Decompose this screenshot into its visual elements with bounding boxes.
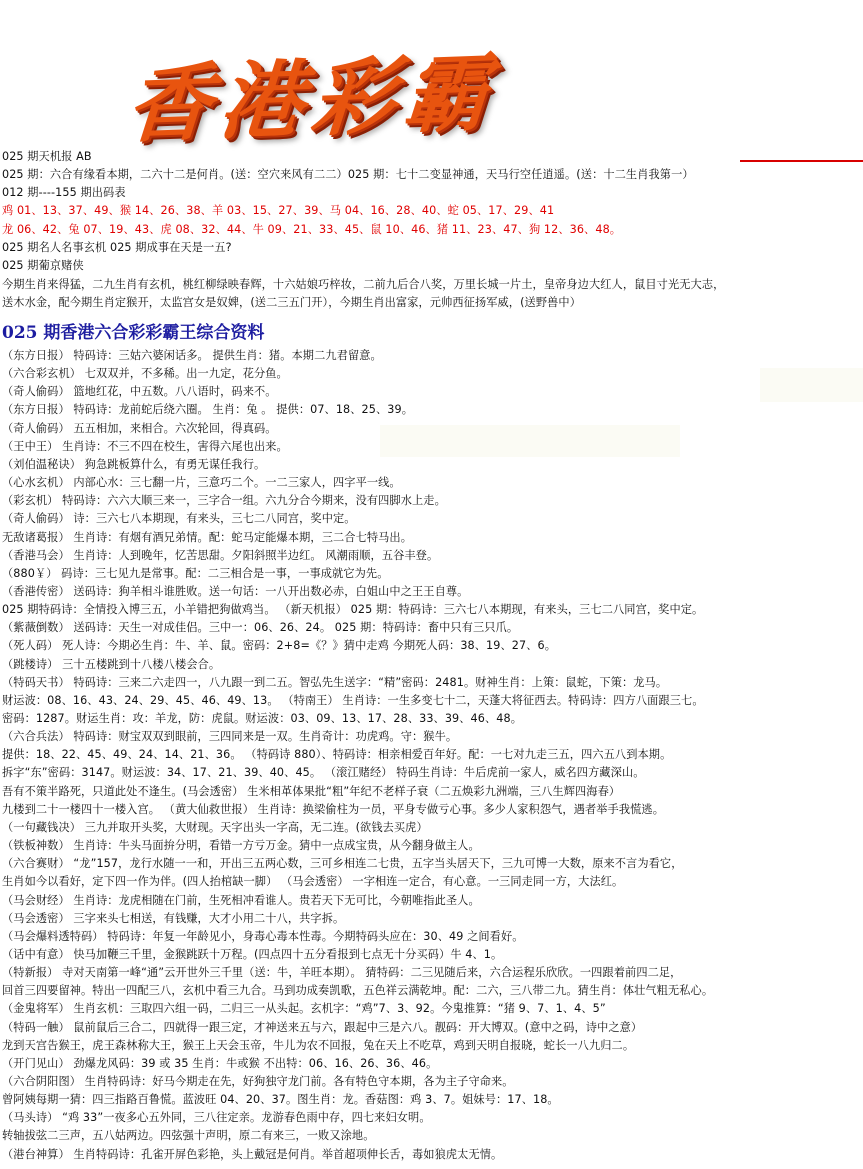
body-line: （开门见山） 劲爆龙风码：39 或 35 生肖：牛或猴 不出特：06、16、26、36、46。	[2, 1057, 438, 1070]
body-line: （特码一触） 鼠前鼠后三合二，四就得一跟三定，才神送来五与六，跟起中三是六八。靓码：开大博双。(意中之码，诗中之意）	[2, 1021, 643, 1034]
body-line: 回首三四要留神。特出一四配三八，玄机中看三九合。马到功成奏凯歌，五色祥云满乾坤。配：二六，三八带二九。猜生肖：体壮气粗无私心。	[2, 984, 714, 997]
header-line: 025 期天机报 AB	[2, 150, 92, 163]
header-line: 025 期葡京赌侠	[2, 259, 84, 272]
body-line: 转轴拔弦二三声，五八姑两边。四弦强十声明，原二有来三，一败又涂地。	[2, 1129, 375, 1142]
body-line: （跳楼诗） 三十五楼跳到十八楼八楼会合。	[2, 658, 221, 671]
header-line: 今期生肖来得猛，二九生肖有玄机，桃红柳绿映春辉，十六姑娘巧梓妆，二前九后合八奖，万里长城一片土，皇帝身边大红人，鼠目寸光无大志，	[2, 278, 725, 291]
header-line: 025 期名人名事玄机 025 期成事在天是一五?	[2, 241, 232, 254]
body-line: 025 期特码诗：全情投入博三五，小羊错把狗做鸡当。 （新天机报） 025 期：特码诗：三六七八本期现，有来头，三七二八同宫，奖中定。	[2, 603, 704, 616]
body-line: 无敌诸葛报） 生肖诗：有烟有酒兄弟情。配：蛇马定能爆本期，三二合七特马出。	[2, 531, 413, 544]
body-line: 九楼到二十一楼四十一楼入宫。 （黄大仙救世报） 生肖诗：换梁偷柱为一员，平身专做亏心事。多少人家积怨气，遇者举手我慌逃。	[2, 803, 664, 816]
body-line: （奇人偷码） 诗：三六七八本期现，有来头，三七二八同宫，奖中定。	[2, 512, 356, 525]
body-line: （东方日报） 特码诗：龙前蛇后绕六圈。 生肖：兔 。 提供：07、18、25、39。	[2, 403, 413, 416]
body-line: （香港马会） 生肖诗：人到晚年，忆苦思甜。夕阳斜照半边红。 风潮雨顺，五谷丰登。	[2, 549, 439, 562]
banner-title: 香港彩霸	[123, 42, 500, 155]
body-line: （六合兵法） 特码诗：财宝双双到眼前，三四同来是一双。生肖奇计：功虎鸡。守：猴牛。	[2, 730, 458, 743]
body-line: （马会透密） 三字来头七相送，有钱赚，大才小用二十八，共字拆。	[2, 912, 345, 925]
body-line: 财运波：08、16、43、24、29、45、46、49、13。 （特南王） 生肖诗：一生多变七十二，天蓬大将征西去。特码诗：四方八面跟三七。	[2, 694, 704, 707]
body-line: 曾阿姨每期一猜：四三指路百鲁慌。蓝波旺 04、20、37。图生肖：龙。香菇图：鸡 3、7。姐妹号：17、18。	[2, 1093, 559, 1106]
body-line: （彩玄机） 特码诗：六六大顺三来一，三字合一组。六九分合今期来，没有四脚水上走。	[2, 494, 446, 507]
header-line: 012 期----155 期出码表	[2, 186, 126, 199]
body-line: （奇人偷码） 五五相加，来相合。六次轮回，得真码。	[2, 422, 277, 435]
faint-panel	[760, 368, 863, 402]
body-line: （香港传密） 送码诗：狗羊相斗谁胜败。送一句话：一八开出数必赤，白姐山中之王王自尊。	[2, 585, 469, 598]
body-line: （心水玄机） 内部心水：三七翻一片，三意巧二个。一二三家人，四字平一线。	[2, 476, 401, 489]
body-line: （刘伯温秘诀） 狗急跳板算什么，有勇无谋任我行。	[2, 458, 266, 471]
body-line: （六合彩玄机） 七双双并，不多稀。出一九定，花分鱼。	[2, 367, 288, 380]
body-line: 生肖如今以看好，定下四一作为伴。(四人抬棺缺一脚） （马会透密） 一字相连一定合，有心意。一三同走同一方，大法红。	[2, 875, 624, 888]
body-line: （奇人偷码） 篮地红花，中五数。八八语时，码来不。	[2, 385, 277, 398]
body-line: （紫薇倒数） 送码诗：天生一对成佳侣。三中一：06、26、24。 025 期：特码诗：畜中只有三只爪。	[2, 621, 519, 634]
body-line: （马头诗） “鸡 33”一夜多心五外同，三八往定亲。龙游春色雨中存，四七来妇女明。	[2, 1111, 431, 1124]
body-line: 龙到天宫告猴王，虎王森林称大王，猴王上天会玉帝，牛儿为农不回报，兔在天上不吃草，鸡到天明自报晓，蛇长一八九归二。	[2, 1039, 635, 1052]
header-line: 鸡 01、13、37、49、猴 14、26、38、羊 03、15、27、39、马 04、16、28、40、蛇 05、17、29、41	[2, 204, 555, 217]
divider-rule	[740, 160, 863, 162]
section-heading: 025 期香港六合彩彩霸王综合资料	[2, 323, 265, 343]
body-line: （死人码） 死人诗：今期必生肖：牛、羊、鼠。密码：2+8=《？》猜中走鸡 今期死人码：38、19、27、6。	[2, 639, 557, 652]
body-line: （880￥） 码诗：三七见九是常事。配：二三相合是一事，一事成就它为先。	[2, 567, 389, 580]
faint-panel	[380, 425, 680, 457]
body-line: （特码天书） 特码诗：三来二六走四一，八九跟一到二五。智弘先生送字：“精”密码：2481。财神生肖：上策：鼠蛇，下策：龙马。	[2, 676, 668, 689]
header-line: 025 期：六合有缘看本期，二六十二是何肖。(送：空穴来风有二二）025 期：七十二变显神通，天马行空任逍遥。(送：十二生肖我第一）	[2, 168, 694, 181]
body-line: （六合赛财） “龙”157，龙行水随一一和，开出三五两心数，三可乡相连二七贵，五字当头居天下，三九可博一大数，原来不言为看它，	[2, 857, 683, 870]
banner	[0, 0, 863, 155]
header-line: 送木水金，配今期生肖定猴开，太监宫女是奴婢，(送二三五门开），今期生肖出富家，元帅西征扬军威，(送野兽中）	[2, 296, 581, 309]
body-line: 拆字“东”密码：3147。财运波：34、17、21、39、40、45。 （滚江赌经） 特码生肖诗：牛后虎前一家人，威名四方藏深山。	[2, 766, 645, 779]
body-line: （话中有意） 快马加鞭三千里，金猴跳跃十万程。(四点四十五分看报到七点无十分买码）牛 4、1。	[2, 948, 503, 961]
body-line: 密码：1287。财运生肖：攻：羊龙，防：虎鼠。财运波：03、09、13、17、28、33、39、46、48。	[2, 712, 522, 725]
header-line: 龙 06、42、兔 07、19、43、虎 08、32、44、牛 09、21、33、45、鼠 10、46、猪 11、23、47、狗 12、36、48。	[2, 223, 622, 236]
body-line: （港台神算） 生肖特码诗：孔雀开屏色彩艳，头上戴冠是何肖。举首超项伸长舌，毒如狼虎太无情。	[2, 1148, 503, 1161]
body-line: （金鬼将军） 生肖玄机：三取四六组一码，二归三一从头起。玄机字：“鸡”7、3、92。今鬼推算：“猪 9、7、1、4、5”	[2, 1002, 606, 1015]
body-line: （铁板神数） 生肖诗：牛头马面拚分明，看错一方亏万金。猜中一点成宝贵，从今翻身做主人。	[2, 839, 480, 852]
body-line: （东方日报） 特码诗：三姑六婆闲话多。 提供生肖：猪。本期二九君留意。	[2, 349, 382, 362]
body-line: （王中王） 生肖诗：不三不四在校生，害得六尾也出来。	[2, 440, 288, 453]
body-line: （马会爆料透特码） 特码诗：年复一年龄见小，身毒心毒本性毒。今期特码头应在：30、49 之间看好。	[2, 930, 524, 943]
body-line: （一句藏钱决） 三九并取开头奖，大财现。天字出头一字高，无二连。(欲钱去买虎）	[2, 821, 428, 834]
body-line: 吾有不策半路死，只道此处不逢生。(马会透密） 生米相革体果批“粗”年纪不老样子衰（二五焕彩九洲端，三八生辉四海春）	[2, 785, 621, 798]
body-line: （六合阴阳图） 生肖特码诗：好马今期走在先，好狗独守龙门前。各有特色守本期，各为主子守命来。	[2, 1075, 514, 1088]
body-line: 提供：18、22、45、49、24、14、21、36。 （特码诗 880）、特码诗：相亲相爱百年好。配：一七对九走三五，四六五八到本期。	[2, 748, 672, 761]
body-line: （特新报） 寺对天南第一峰“通”云开世外三千里（送：牛，羊旺本期）。 猜特码：二三见随后来，六合运程乐欣欣。一四跟着前四二足，	[2, 966, 682, 979]
body-line: （马会财经） 生肖诗：龙虎相随在门前，生死相冲看谁人。贵若天下无可比，今朝唯指此圣人。	[2, 894, 480, 907]
